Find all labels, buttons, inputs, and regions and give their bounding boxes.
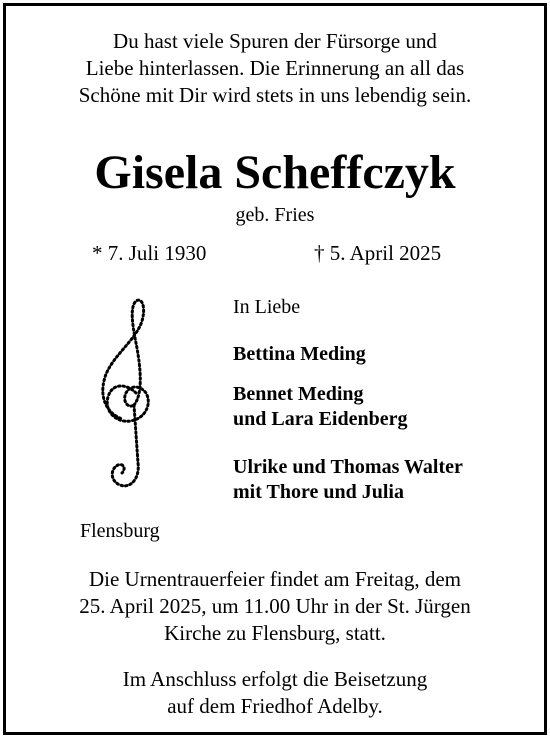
deceased-name: Gisela Scheffczyk <box>94 146 456 199</box>
mourner-line: Ulrike und Thomas Walter <box>233 456 463 478</box>
burial-line: Im Anschluss erfolgt die Beisetzung <box>122 667 428 691</box>
verse-line: Schöne mit Dir wird stets in uns lebendig sein. <box>78 83 472 107</box>
service-line: Kirche zu Flensburg, statt. <box>164 621 386 645</box>
verse-line: Du hast viele Spuren der Fürsorge und <box>113 29 437 53</box>
burial-line: auf dem Friedhof Adelby. <box>167 694 383 718</box>
mourners-intro: In Liebe <box>233 296 301 318</box>
service-line: 25. April 2025, um 11.00 Uhr in der St. Jürgen <box>79 594 471 618</box>
service-announcement <box>6 566 544 647</box>
death-date: † 5. April 2025 <box>314 241 442 265</box>
treble-clef-icon <box>94 293 166 503</box>
service-line: Die Urnentrauerfeier findet am Freitag, dem <box>88 567 461 591</box>
verse-line: Liebe hinterlassen. Die Erinnerung an all das <box>85 56 465 80</box>
mourner-line: und Lara Eidenberg <box>233 408 408 430</box>
mourner-line: Bennet Meding <box>233 383 364 405</box>
city: Flensburg <box>80 520 160 542</box>
birth-date: * 7. Juli 1930 <box>92 241 207 265</box>
mourner-line: mit Thore und Julia <box>233 481 404 503</box>
obituary-card <box>3 3 547 735</box>
memorial-verse <box>6 28 544 109</box>
maiden-name: geb. Fries <box>235 204 315 226</box>
mourner-line: Bettina Meding <box>233 343 366 365</box>
burial-announcement <box>6 666 544 720</box>
